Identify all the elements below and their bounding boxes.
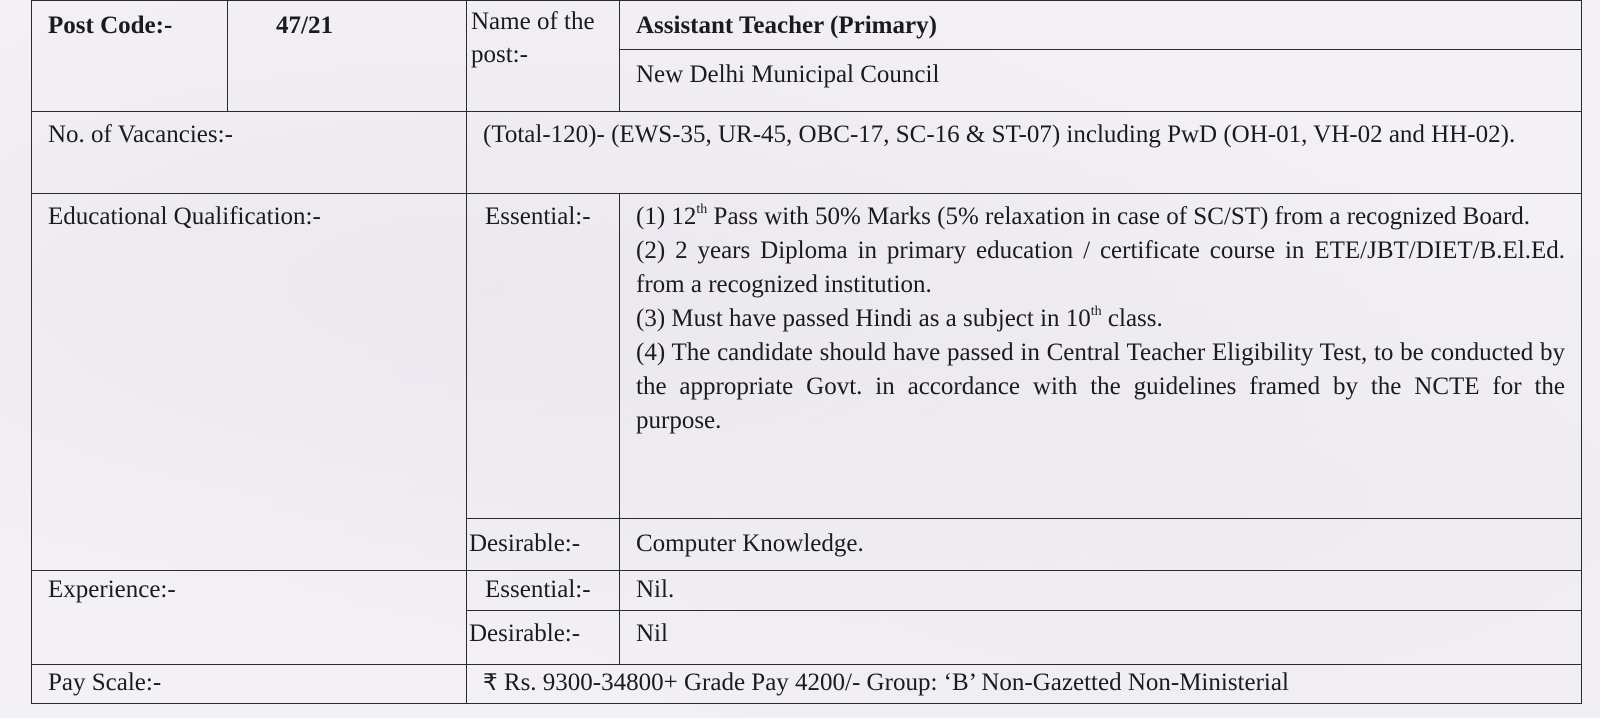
pay-scale-label: Pay Scale:- <box>31 664 467 704</box>
experience-label: Experience:- <box>31 570 467 665</box>
post-title: Assistant Teacher (Primary) <box>619 0 1582 50</box>
education-desirable-value: Computer Knowledge. <box>619 518 1582 571</box>
education-essential-list <box>619 193 1582 519</box>
education-label: Educational Qualification:- <box>31 193 467 571</box>
recruitment-table <box>31 0 1582 704</box>
education-item-1: (1) 12th Pass with 50% Marks (5% relaxation in case of SC/ST) from a recognized Board. <box>636 202 1531 230</box>
education-item-4: (4) The candidate should have passed in Central Teacher Eligibility Test, to be conducted by the appropriate Govt. in accordance with the guidelines framed by the NCTE for the purpose. <box>636 339 1565 434</box>
pay-scale-text: Rs. 9300-34800+ Grade Pay 4200/- Group: ‘B’ Non-Gazetted Non-Ministerial <box>497 669 1289 696</box>
education-essential-label: Essential:- <box>466 193 620 519</box>
vacancies-label: No. of Vacancies:- <box>31 111 467 194</box>
experience-essential-value: Nil. <box>619 570 1582 611</box>
vacancies-value: (Total-120)- (EWS-35, UR-45, OBC-17, SC-16 & ST-07) including PwD (OH-01, VH-02 and HH-02). <box>466 111 1582 194</box>
experience-essential-label: Essential:- <box>466 570 620 611</box>
pay-scale-value <box>466 664 1582 704</box>
post-name-label: Name of the post:- <box>466 0 620 112</box>
post-code-label: Post Code:- <box>31 0 228 112</box>
education-item-2: (2) 2 years Diploma in primary education / certificate course in ETE/JBT/DIET/B.El.Ed. from a recognized institution. <box>636 237 1565 298</box>
education-desirable-label: Desirable:- <box>466 518 620 571</box>
experience-desirable-label: Desirable:- <box>466 610 620 665</box>
experience-desirable-value: Nil <box>619 610 1582 665</box>
post-department: New Delhi Municipal Council <box>619 49 1582 112</box>
education-item-3: (3) Must have passed Hindi as a subject in 10th class. <box>636 304 1163 332</box>
post-code-value: 47/21 <box>227 0 467 112</box>
rupee-icon: ₹ <box>483 670 498 696</box>
